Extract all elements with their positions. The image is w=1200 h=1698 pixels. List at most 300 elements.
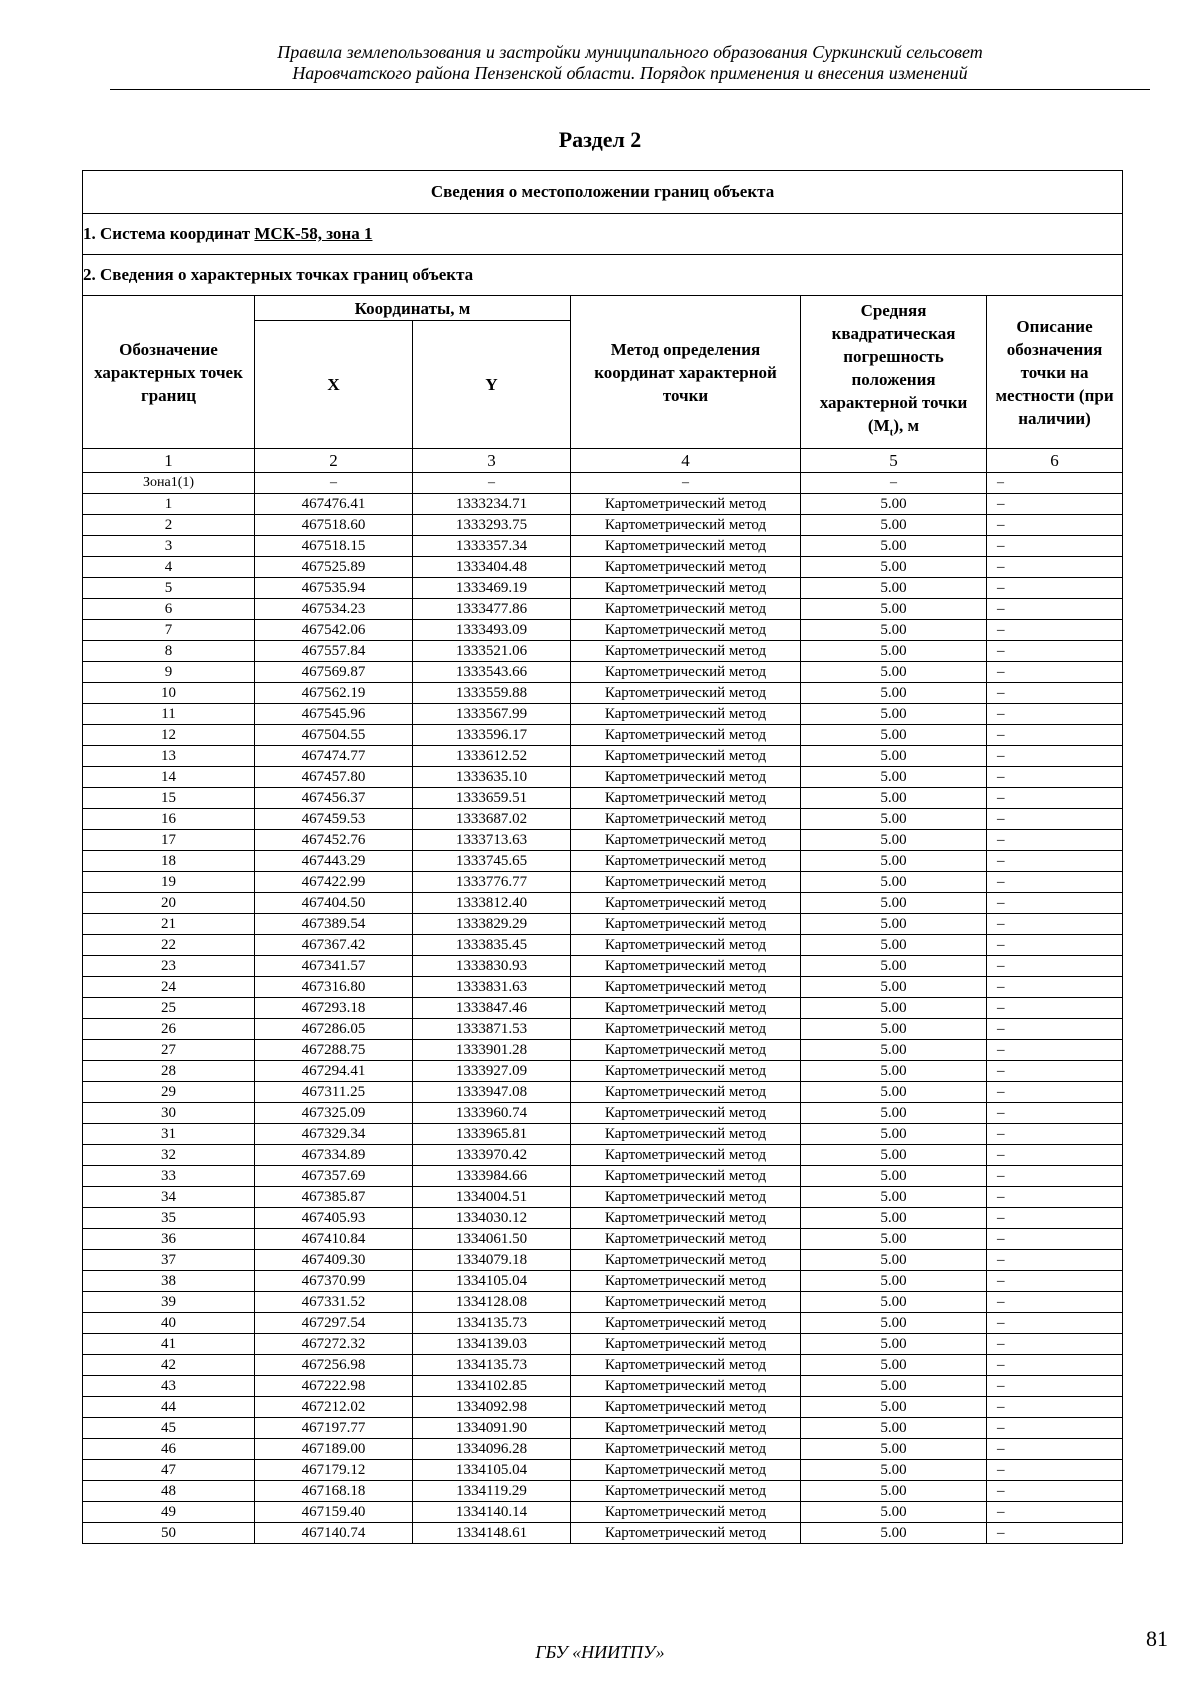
error-value: 5.00: [801, 1145, 987, 1166]
table-row: [83, 830, 1123, 851]
method: Картометрический метод: [571, 1418, 801, 1439]
method: Картометрический метод: [571, 1019, 801, 1040]
coord-system-value: МСК-58, зона 1: [254, 224, 373, 243]
error-value: 5.00: [801, 620, 987, 641]
point-number: 43: [83, 1376, 255, 1397]
coord-y: 1334140.14: [413, 1502, 571, 1523]
table-row: [83, 1124, 1123, 1145]
method: Картометрический метод: [571, 1376, 801, 1397]
table-row: [83, 1019, 1123, 1040]
table-row: [83, 1418, 1123, 1439]
table-row: [83, 1145, 1123, 1166]
description: –: [987, 1061, 1123, 1082]
method: Картометрический метод: [571, 494, 801, 515]
coord-x: 467535.94: [255, 578, 413, 599]
coord-x: 467422.99: [255, 872, 413, 893]
description: –: [987, 998, 1123, 1019]
error-value: 5.00: [801, 977, 987, 998]
error-value: 5.00: [801, 578, 987, 599]
point-number: 5: [83, 578, 255, 599]
coord-x: 467293.18: [255, 998, 413, 1019]
coord-y: 1333829.29: [413, 914, 571, 935]
description: –: [987, 662, 1123, 683]
coord-x: 467457.80: [255, 767, 413, 788]
coord-y: 1333612.52: [413, 746, 571, 767]
coord-y: 1333357.34: [413, 536, 571, 557]
description: –: [987, 914, 1123, 935]
method: Картометрический метод: [571, 1040, 801, 1061]
coord-x: 467256.98: [255, 1355, 413, 1376]
method: Картометрический метод: [571, 578, 801, 599]
point-number: 27: [83, 1040, 255, 1061]
col-number: 2: [255, 449, 413, 473]
point-number: 8: [83, 641, 255, 662]
coord-x: 467476.41: [255, 494, 413, 515]
point-number: 31: [83, 1124, 255, 1145]
table-row: [83, 683, 1123, 704]
error-value: 5.00: [801, 872, 987, 893]
method: Картометрический метод: [571, 1103, 801, 1124]
description: –: [987, 1250, 1123, 1271]
table-row: [83, 893, 1123, 914]
header-description: Описание обозначения точки на местности (при наличии): [987, 296, 1123, 449]
error-value: 5.00: [801, 1481, 987, 1502]
coord-x: 467518.15: [255, 536, 413, 557]
method: Картометрический метод: [571, 704, 801, 725]
col-number: 5: [801, 449, 987, 473]
coord-x: 467197.77: [255, 1418, 413, 1439]
point-number: 39: [83, 1292, 255, 1313]
description: –: [987, 1397, 1123, 1418]
method: Картометрический метод: [571, 1334, 801, 1355]
table-row: [83, 998, 1123, 1019]
point-number: 23: [83, 956, 255, 977]
col-number: 4: [571, 449, 801, 473]
page-number: 81: [1146, 1626, 1168, 1651]
method: Картометрический метод: [571, 1460, 801, 1481]
description: –: [987, 578, 1123, 599]
description: –: [987, 1376, 1123, 1397]
description: –: [987, 1166, 1123, 1187]
point-number: 19: [83, 872, 255, 893]
point-number: 18: [83, 851, 255, 872]
coord-y: 1334135.73: [413, 1355, 571, 1376]
coord-y: 1333477.86: [413, 599, 571, 620]
point-number: 50: [83, 1523, 255, 1544]
method: Картометрический метод: [571, 956, 801, 977]
error-value: 5.00: [801, 1166, 987, 1187]
point-number: 16: [83, 809, 255, 830]
point-number: 48: [83, 1481, 255, 1502]
coord-y: 1333469.19: [413, 578, 571, 599]
method: Картометрический метод: [571, 515, 801, 536]
coord-x: 467370.99: [255, 1271, 413, 1292]
coord-y: 1333293.75: [413, 515, 571, 536]
point-number: 3: [83, 536, 255, 557]
description: –: [987, 935, 1123, 956]
table-row: [83, 641, 1123, 662]
method: Картометрический метод: [571, 1061, 801, 1082]
table-row: [83, 809, 1123, 830]
table-row: [83, 725, 1123, 746]
error-value: 5.00: [801, 1229, 987, 1250]
coord-x: 467329.34: [255, 1124, 413, 1145]
table-row: [83, 851, 1123, 872]
coord-y: 1334092.98: [413, 1397, 571, 1418]
coord-y: 1333835.45: [413, 935, 571, 956]
description: –: [987, 557, 1123, 578]
table-row: [83, 977, 1123, 998]
column-numbers-row: [83, 449, 1123, 473]
coord-x: 467286.05: [255, 1019, 413, 1040]
zone-cell: –: [413, 473, 571, 494]
coord-x: 467542.06: [255, 620, 413, 641]
description: –: [987, 872, 1123, 893]
error-value: 5.00: [801, 641, 987, 662]
header-error: Средняя квадратическая погрешность положения характерной точки $(M_t)$, м: [801, 296, 987, 449]
coord-x: 467562.19: [255, 683, 413, 704]
point-number: 36: [83, 1229, 255, 1250]
coord-x: 467140.74: [255, 1523, 413, 1544]
method: Картометрический метод: [571, 788, 801, 809]
header-line-2: Наровчатского района Пензенской области. Порядок применения и внесения изменений: [292, 63, 968, 83]
method: Картометрический метод: [571, 1313, 801, 1334]
table-row: [83, 788, 1123, 809]
error-value: 5.00: [801, 1523, 987, 1544]
coord-y: 1334105.04: [413, 1460, 571, 1481]
boundary-points-table: [82, 170, 1123, 1544]
coord-y: 1333559.88: [413, 683, 571, 704]
error-value: 5.00: [801, 914, 987, 935]
description: –: [987, 746, 1123, 767]
description: –: [987, 620, 1123, 641]
coord-y: 1333927.09: [413, 1061, 571, 1082]
point-number: 35: [83, 1208, 255, 1229]
error-value: 5.00: [801, 893, 987, 914]
coord-x: 467410.84: [255, 1229, 413, 1250]
point-number: 4: [83, 557, 255, 578]
point-number: 42: [83, 1355, 255, 1376]
point-number: 12: [83, 725, 255, 746]
coord-x: 467518.60: [255, 515, 413, 536]
zone-cell: –: [987, 473, 1123, 494]
coord-x: 467405.93: [255, 1208, 413, 1229]
coord-x: 467557.84: [255, 641, 413, 662]
coord-x: 467357.69: [255, 1166, 413, 1187]
table-row: [83, 935, 1123, 956]
table-title: Сведения о местоположении границ объекта: [83, 171, 1123, 214]
error-value: 5.00: [801, 1103, 987, 1124]
table-row: [83, 620, 1123, 641]
header-x: X: [255, 321, 413, 449]
description: –: [987, 1418, 1123, 1439]
table-row: [83, 1082, 1123, 1103]
description: –: [987, 1124, 1123, 1145]
method: Картометрический метод: [571, 746, 801, 767]
coord-y: 1333847.46: [413, 998, 571, 1019]
coord-x: 467334.89: [255, 1145, 413, 1166]
table-row: [83, 1355, 1123, 1376]
coord-y: 1333812.40: [413, 893, 571, 914]
coord-x: 467297.54: [255, 1313, 413, 1334]
header-y: Y: [413, 321, 571, 449]
coord-y: 1334061.50: [413, 1229, 571, 1250]
error-value: 5.00: [801, 515, 987, 536]
coord-y: 1334139.03: [413, 1334, 571, 1355]
table-row: [83, 536, 1123, 557]
method: Картометрический метод: [571, 725, 801, 746]
table-row: [83, 494, 1123, 515]
coord-x: 467389.54: [255, 914, 413, 935]
coord-y: 1334135.73: [413, 1313, 571, 1334]
table-row: [83, 578, 1123, 599]
description: –: [987, 599, 1123, 620]
coord-y: 1333776.77: [413, 872, 571, 893]
point-number: 24: [83, 977, 255, 998]
coord-y: 1333984.66: [413, 1166, 571, 1187]
point-number: 34: [83, 1187, 255, 1208]
coord-x: 467545.96: [255, 704, 413, 725]
table-row: [83, 1313, 1123, 1334]
coord-y: 1333713.63: [413, 830, 571, 851]
error-value: 5.00: [801, 830, 987, 851]
point-number: 21: [83, 914, 255, 935]
error-value: 5.00: [801, 1439, 987, 1460]
table-row: [83, 599, 1123, 620]
table-row: [83, 956, 1123, 977]
table-row: [83, 914, 1123, 935]
coord-system-row: [83, 214, 1123, 255]
method: Картометрический метод: [571, 683, 801, 704]
point-number: 1: [83, 494, 255, 515]
method: Картометрический метод: [571, 1124, 801, 1145]
method: Картометрический метод: [571, 767, 801, 788]
description: –: [987, 851, 1123, 872]
description: –: [987, 1040, 1123, 1061]
col-number: 1: [83, 449, 255, 473]
description: –: [987, 1145, 1123, 1166]
error-value: 5.00: [801, 1334, 987, 1355]
col-number: 6: [987, 449, 1123, 473]
coord-y: 1333745.65: [413, 851, 571, 872]
coord-x: 467316.80: [255, 977, 413, 998]
coord-y: 1333965.81: [413, 1124, 571, 1145]
description: –: [987, 683, 1123, 704]
description: –: [987, 1334, 1123, 1355]
point-number: 22: [83, 935, 255, 956]
description: –: [987, 725, 1123, 746]
point-number: 6: [83, 599, 255, 620]
point-number: 20: [83, 893, 255, 914]
description: –: [987, 1439, 1123, 1460]
method: Картометрический метод: [571, 557, 801, 578]
table-row: [83, 1334, 1123, 1355]
footer-org: ГБУ «НИИТПУ»: [535, 1642, 665, 1662]
coord-x: 467456.37: [255, 788, 413, 809]
point-number: 11: [83, 704, 255, 725]
point-number: 37: [83, 1250, 255, 1271]
description: –: [987, 1355, 1123, 1376]
method: Картометрический метод: [571, 1397, 801, 1418]
method: Картометрический метод: [571, 1439, 801, 1460]
error-value: 5.00: [801, 851, 987, 872]
description: –: [987, 494, 1123, 515]
point-number: 7: [83, 620, 255, 641]
method: Картометрический метод: [571, 536, 801, 557]
error-value: 5.00: [801, 1208, 987, 1229]
point-number: 14: [83, 767, 255, 788]
header-divider: [110, 89, 1150, 90]
description: –: [987, 956, 1123, 977]
table-row: [83, 1502, 1123, 1523]
error-value: 5.00: [801, 1124, 987, 1145]
table-row: [83, 1523, 1123, 1544]
error-value: 5.00: [801, 1271, 987, 1292]
coord-y: 1334148.61: [413, 1523, 571, 1544]
error-value: 5.00: [801, 767, 987, 788]
method: Картометрический метод: [571, 809, 801, 830]
coord-y: 1333687.02: [413, 809, 571, 830]
point-number: 45: [83, 1418, 255, 1439]
description: –: [987, 1187, 1123, 1208]
coord-y: 1333947.08: [413, 1082, 571, 1103]
table-row: [83, 1187, 1123, 1208]
description: –: [987, 767, 1123, 788]
point-number: 49: [83, 1502, 255, 1523]
zone-cell: –: [571, 473, 801, 494]
coord-y: 1334096.28: [413, 1439, 571, 1460]
header-coords: Координаты, м: [255, 296, 571, 321]
description: –: [987, 536, 1123, 557]
table-row: [83, 1250, 1123, 1271]
coord-y: 1334105.04: [413, 1271, 571, 1292]
coord-x: 467525.89: [255, 557, 413, 578]
coord-y: 1333830.93: [413, 956, 571, 977]
description: –: [987, 1103, 1123, 1124]
point-number: 46: [83, 1439, 255, 1460]
method: Картометрический метод: [571, 830, 801, 851]
description: –: [987, 1019, 1123, 1040]
method: Картометрический метод: [571, 1502, 801, 1523]
error-value: 5.00: [801, 1082, 987, 1103]
description: –: [987, 1502, 1123, 1523]
error-value: 5.00: [801, 1418, 987, 1439]
coord-x: 467272.32: [255, 1334, 413, 1355]
table-row: [83, 515, 1123, 536]
coord-x: 467443.29: [255, 851, 413, 872]
error-value: 5.00: [801, 956, 987, 977]
coord-x: 467159.40: [255, 1502, 413, 1523]
header-designation: Обозначение характерных точек границ: [83, 296, 255, 449]
coord-y: 1333521.06: [413, 641, 571, 662]
coord-x: 467212.02: [255, 1397, 413, 1418]
point-number: 25: [83, 998, 255, 1019]
coord-x: 467288.75: [255, 1040, 413, 1061]
description: –: [987, 1460, 1123, 1481]
coord-x: 467367.42: [255, 935, 413, 956]
point-number: 13: [83, 746, 255, 767]
description: –: [987, 1229, 1123, 1250]
coord-x: 467409.30: [255, 1250, 413, 1271]
header-line-1: Правила землепользования и застройки муниципального образования Суркинский сельсовет: [277, 42, 983, 62]
coord-y: 1334102.85: [413, 1376, 571, 1397]
method: Картометрический метод: [571, 977, 801, 998]
method: Картометрический метод: [571, 1250, 801, 1271]
table-row: [83, 1271, 1123, 1292]
table-row: [83, 746, 1123, 767]
table-row: [83, 1103, 1123, 1124]
coord-y: 1333659.51: [413, 788, 571, 809]
table-row: [83, 557, 1123, 578]
coord-y: 1334030.12: [413, 1208, 571, 1229]
method: Картометрический метод: [571, 872, 801, 893]
error-value: 5.00: [801, 725, 987, 746]
point-number: 40: [83, 1313, 255, 1334]
coord-y: 1333404.48: [413, 557, 571, 578]
header-method: Метод определения координат характерной точки: [571, 296, 801, 449]
coord-y: 1333831.63: [413, 977, 571, 998]
table-row: [83, 1439, 1123, 1460]
method: Картометрический метод: [571, 1292, 801, 1313]
method: Картометрический метод: [571, 935, 801, 956]
description: –: [987, 704, 1123, 725]
point-number: 47: [83, 1460, 255, 1481]
coord-x: 467504.55: [255, 725, 413, 746]
method: Картометрический метод: [571, 998, 801, 1019]
description: –: [987, 515, 1123, 536]
zone-label: Зона1(1): [83, 473, 255, 494]
coord-x: 467311.25: [255, 1082, 413, 1103]
description: –: [987, 1271, 1123, 1292]
point-number: 41: [83, 1334, 255, 1355]
coord-y: 1333635.10: [413, 767, 571, 788]
method: Картометрический метод: [571, 1208, 801, 1229]
coord-y: 1333901.28: [413, 1040, 571, 1061]
error-value: 5.00: [801, 1355, 987, 1376]
coord-x: 467222.98: [255, 1376, 413, 1397]
coord-system-label: 1. Система координат: [83, 224, 255, 243]
error-value: 5.00: [801, 536, 987, 557]
method: Картометрический метод: [571, 851, 801, 872]
running-header: [110, 42, 1150, 84]
description: –: [987, 977, 1123, 998]
point-number: 2: [83, 515, 255, 536]
coord-y: 1333234.71: [413, 494, 571, 515]
section-title: Раздел 2: [558, 127, 642, 152]
method: Картометрический метод: [571, 641, 801, 662]
description: –: [987, 809, 1123, 830]
description: –: [987, 641, 1123, 662]
error-value: 5.00: [801, 1061, 987, 1082]
error-value: 5.00: [801, 1313, 987, 1334]
point-number: 28: [83, 1061, 255, 1082]
description: –: [987, 1313, 1123, 1334]
method: Картометрический метод: [571, 1355, 801, 1376]
coord-x: 467341.57: [255, 956, 413, 977]
error-value: 5.00: [801, 1019, 987, 1040]
coord-y: 1333960.74: [413, 1103, 571, 1124]
method: Картометрический метод: [571, 1166, 801, 1187]
point-number: 30: [83, 1103, 255, 1124]
table-row: [83, 872, 1123, 893]
coord-y: 1334091.90: [413, 1418, 571, 1439]
description: –: [987, 1481, 1123, 1502]
error-value: 5.00: [801, 1502, 987, 1523]
error-value: 5.00: [801, 662, 987, 683]
point-number: 32: [83, 1145, 255, 1166]
error-value: 5.00: [801, 809, 987, 830]
error-value: 5.00: [801, 1040, 987, 1061]
